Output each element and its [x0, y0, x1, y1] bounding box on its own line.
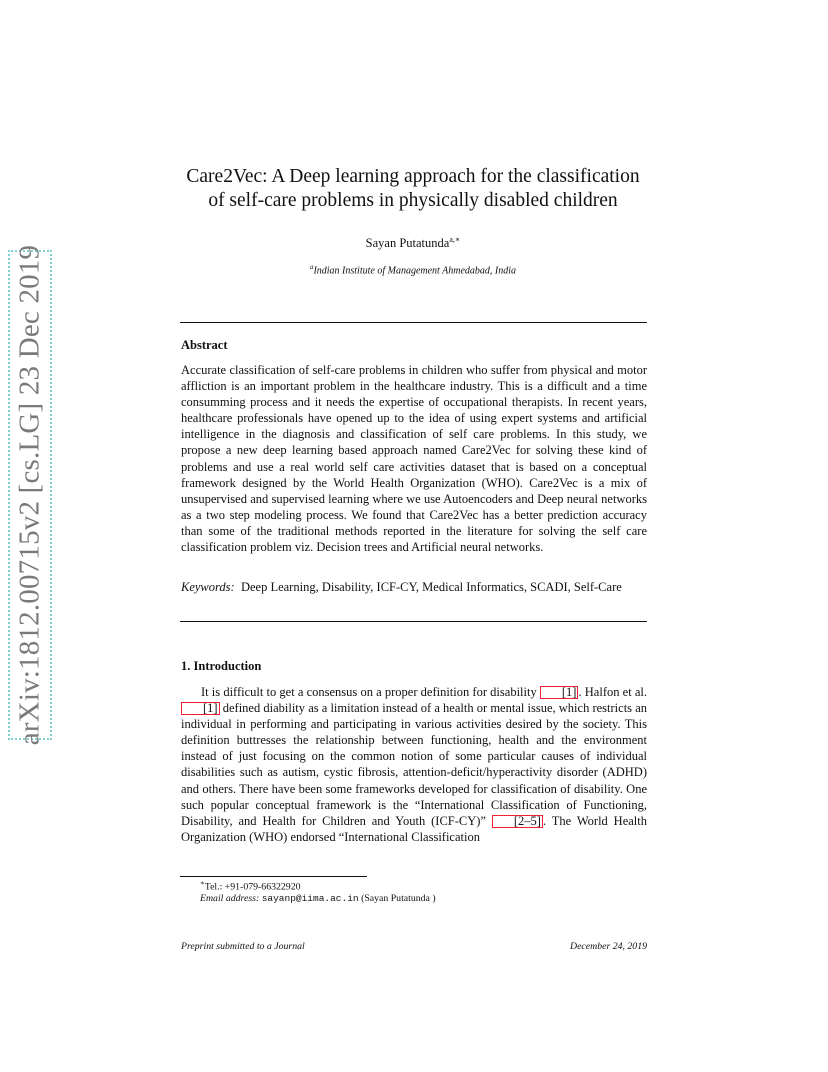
footnote-mark: ∗ [200, 879, 205, 887]
keywords-text: Deep Learning, Disability, ICF-CY, Medical Informatics, SCADI, Self-Care [240, 580, 622, 594]
abstract-heading: Abstract [181, 338, 228, 352]
affiliation [150, 263, 676, 276]
intro-text-1: It is difficult to get a consensus on a proper definition for disability [201, 685, 540, 699]
preprint-note: Preprint submitted to a Journal [181, 941, 305, 952]
footnote-rule [180, 876, 367, 877]
keywords [181, 579, 647, 595]
arxiv-identifier: arXiv:1812.00715v2 [cs.LG] 23 Dec 2019 [13, 244, 46, 746]
introduction-paragraph [181, 684, 647, 845]
intro-text-4: . The World Health Organization (WHO) endorsed “International Classification [181, 813, 648, 844]
citation-link[interactable]: [2–5] [492, 815, 543, 828]
author-line [150, 235, 676, 251]
citation-link[interactable]: [1] [540, 686, 579, 699]
footnote-email [200, 893, 436, 904]
abstract-bottom-rule [180, 621, 647, 622]
citation-link[interactable]: [1] [181, 702, 220, 715]
title-line-1: Care2Vec: A Deep learning approach for the classification [186, 166, 640, 187]
footnote-tel [200, 879, 301, 892]
arxiv-side-stamp [8, 244, 52, 746]
author-name: Sayan Putatunda [365, 236, 450, 251]
email-address-link[interactable]: sayanp@iima.ac.in [261, 893, 359, 904]
footnote-tel-text: Tel.: +91-079-66322920 [204, 881, 301, 893]
keywords-label: Keywords: [181, 580, 235, 594]
paper-title [150, 165, 676, 213]
email-label: Email address: [200, 893, 260, 904]
abstract-body: Accurate classification of self-care problems in children who suffer from physical and motor affliction is an important problem in the healthcare industry. This is a difficult and a time consumming process and it needs the expertise of occupational therapists. In recent years, healthcare professionals have opened up to the idea of using expert systems and artificial intelligence in the diagnosis and classification of self care problems. In this study, we propose a new deep learning based approach named Care2Vec for solving these kind of problems and use a real world self care activities dataset that is based on a conceptual framework designed by the World Health Organization (WHO). Care2Vec is a mix of unsupervised and supervised learning where we use Autoencoders and Deep neural networks as a two step modeling process. We found that Care2Vec has a better prediction accuracy than some of the traditional methods reported in the literature for solving the self care classification problem viz. Decision trees and Artificial neural networks. [181, 363, 647, 555]
affiliation-mark: a [309, 263, 314, 271]
introduction-heading: 1. Introduction [181, 659, 262, 673]
author-marks: a,∗ [449, 235, 461, 244]
intro-text-2: . Halfon et al. [578, 685, 647, 699]
abstract-top-rule [180, 322, 647, 323]
email-owner: (Sayan Putatunda ) [361, 893, 436, 904]
affiliation-text: Indian Institute of Management Ahmedabad, India [313, 265, 517, 277]
title-line-2: of self-care problems in physically disabled children [208, 190, 618, 211]
intro-text-3: defined diability as a limitation instead of a health or mental issue, which restricts an individual in performing and participating in various activities desired by the society. This definition buttresses the relationship between functioning, health and the environment instead of just focusing on the common notion of some particular causes of individual disabilities such as autism, cystic fibrosis, attention-deficit/hyperactivity disorder (ADHD) and others. There have been some frameworks developed for classification of disability. One such popular conceptual framework is the “International Classification of Functioning, Disability, and Health for Children and Youth (ICF-CY)” [181, 701, 647, 828]
footer-date: December 24, 2019 [570, 941, 647, 952]
